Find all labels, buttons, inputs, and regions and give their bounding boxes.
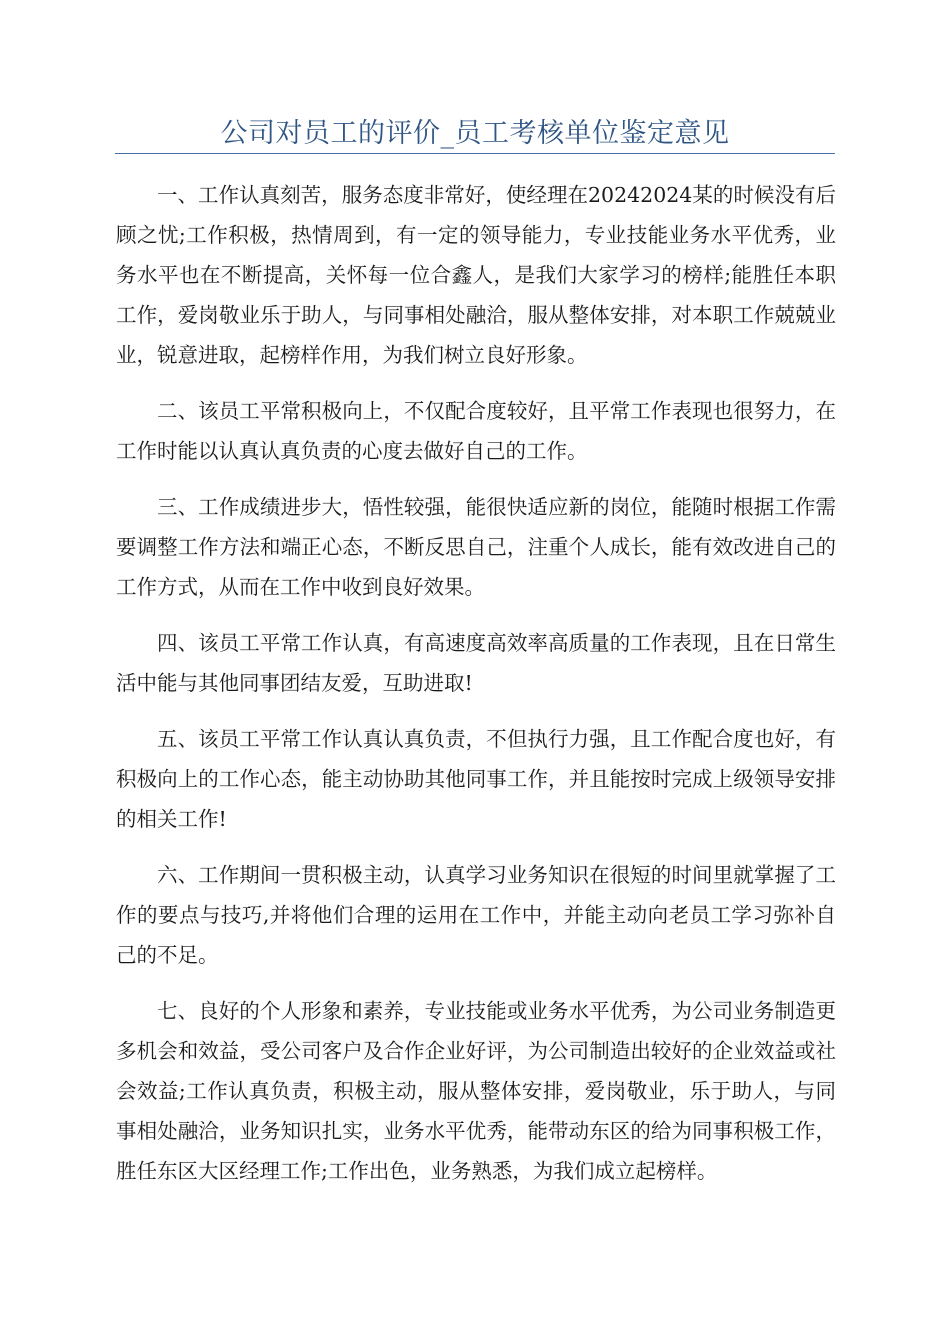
paragraph-6: 六、工作期间一贯积极主动，认真学习业务知识在很短的时间里就掌握了工作的要点与技巧,并将他们合理的运用在工作中，并能主动向老员工学习弥补自己的不足。 xyxy=(116,863,836,967)
paragraph-7: 七、良好的个人形象和素养，专业技能或业务水平优秀，为公司业务制造更多机会和效益，受公司客户及合作企业好评，为公司制造出较好的企业效益或社会效益;工作认真负责，积极主动，服从整体安排，爱岗敬业，乐于助人，与同事相处融洽，业务知识扎实，业务水平优秀，能带动东区的给为同事积极工作，胜任东区大区经理工作;工作出色，业务熟悉，为我们成立起榜样。 xyxy=(116,999,836,1183)
paragraph-2: 二、该员工平常积极向上，不仅配合度较好，且平常工作表现也很努力，在工作时能以认真认真负责的心度去做好自己的工作。 xyxy=(116,399,836,463)
paragraph-5: 五、该员工平常工作认真认真负责，不但执行力强，且工作配合度也好，有积极向上的工作心态，能主动协助其他同事工作，并且能按时完成上级领导安排的相关工作! xyxy=(116,727,836,831)
paragraph-1: 一、工作认真刻苦，服务态度非常好，使经理在20242024某的时候没有后顾之忧;工作积极，热情周到，有一定的领导能力，专业技能业务水平优秀，业务水平也在不断提高，关怀每一位合鑫人，是我们大家学习的榜样;能胜任本职工作，爱岗敬业乐于助人，与同事相处融洽，服从整体安排，对本职工作兢兢业业，锐意进取，起榜样作用，为我们树立良好形象。 xyxy=(116,183,836,367)
title-underline xyxy=(115,153,835,154)
paragraph-4: 四、该员工平常工作认真，有高速度高效率高质量的工作表现，且在日常生活中能与其他同事团结友爱，互助进取! xyxy=(116,631,836,695)
document-title: 公司对员工的评价_员工考核单位鉴定意见 xyxy=(220,118,730,149)
document-body xyxy=(116,175,836,1207)
paragraph-3: 三、工作成绩进步大，悟性较强，能很快适应新的岗位，能随时根据工作需要调整工作方法和端正心态，不断反思自己，注重个人成长，能有效改进自己的工作方式，从而在工作中收到良好效果。 xyxy=(116,495,836,599)
